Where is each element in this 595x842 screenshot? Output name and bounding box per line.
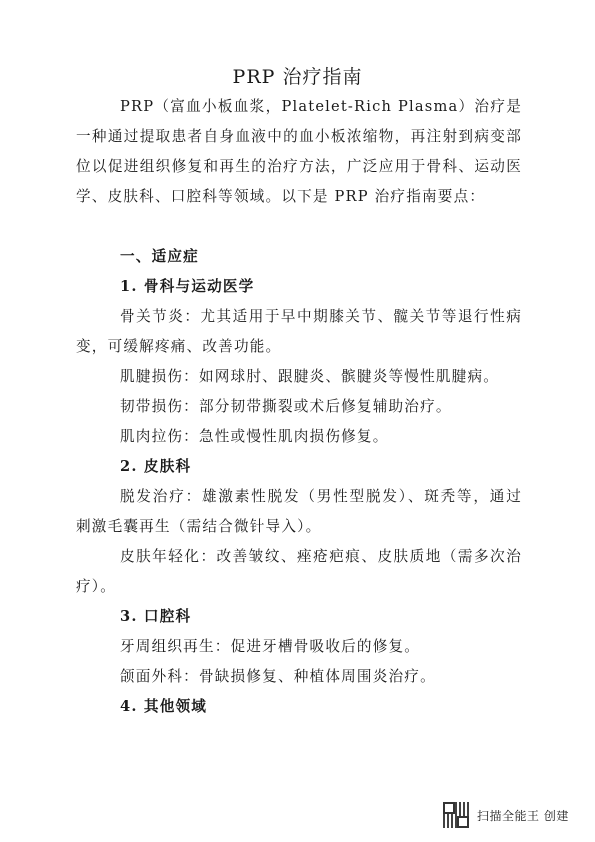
intro-paragraph: PRP（富血小板血浆，Platelet-Rich Plasma）治疗是一种通过提取患者自身血液中的血小板浓缩物，再注射到病变部位以促进组织修复和再生的治疗方法，广泛应用于骨科、运动医学、皮肤科、口腔科等领域。以下是 PRP 治疗指南要点： [76, 98, 522, 205]
subheading-other-fields: 4. 其他领域 [120, 698, 208, 715]
subheading-dermatology: 2. 皮肤科 [120, 458, 192, 475]
watermark-text: 扫描全能王 创建 [477, 808, 569, 823]
list-item: 皮肤年轻化：改善皱纹、痤疮疤痕、皮肤质地（需多次治疗）。 [76, 548, 522, 595]
scanner-watermark [443, 801, 569, 829]
list-item: 肌腱损伤：如网球肘、跟腱炎、髌腱炎等慢性肌腱病。 [120, 368, 500, 385]
subheading-orthopedics: 1. 骨科与运动医学 [120, 278, 255, 295]
subheading-dentistry: 3. 口腔科 [120, 608, 192, 625]
list-item: 骨关节炎：尤其适用于早中期膝关节、髋关节等退行性病变，可缓解疼痛、改善功能。 [76, 308, 522, 355]
section-heading-indications: 一、适应症 [120, 248, 199, 265]
page-title: PRP 治疗指南 [232, 66, 363, 88]
qr-code-icon [443, 802, 469, 828]
list-item: 脱发治疗：雄激素性脱发（男性型脱发）、斑秃等，通过刺激毛囊再生（需结合微针导入）。 [76, 488, 522, 535]
list-item: 牙周组织再生：促进牙槽骨吸收后的修复。 [120, 638, 421, 655]
list-item: 颌面外科：骨缺损修复、种植体周围炎治疗。 [120, 668, 436, 685]
list-item: 韧带损伤：部分韧带撕裂或术后修复辅助治疗。 [120, 398, 452, 415]
list-item: 肌肉拉伤：急性或慢性肌肉损伤修复。 [120, 428, 389, 445]
